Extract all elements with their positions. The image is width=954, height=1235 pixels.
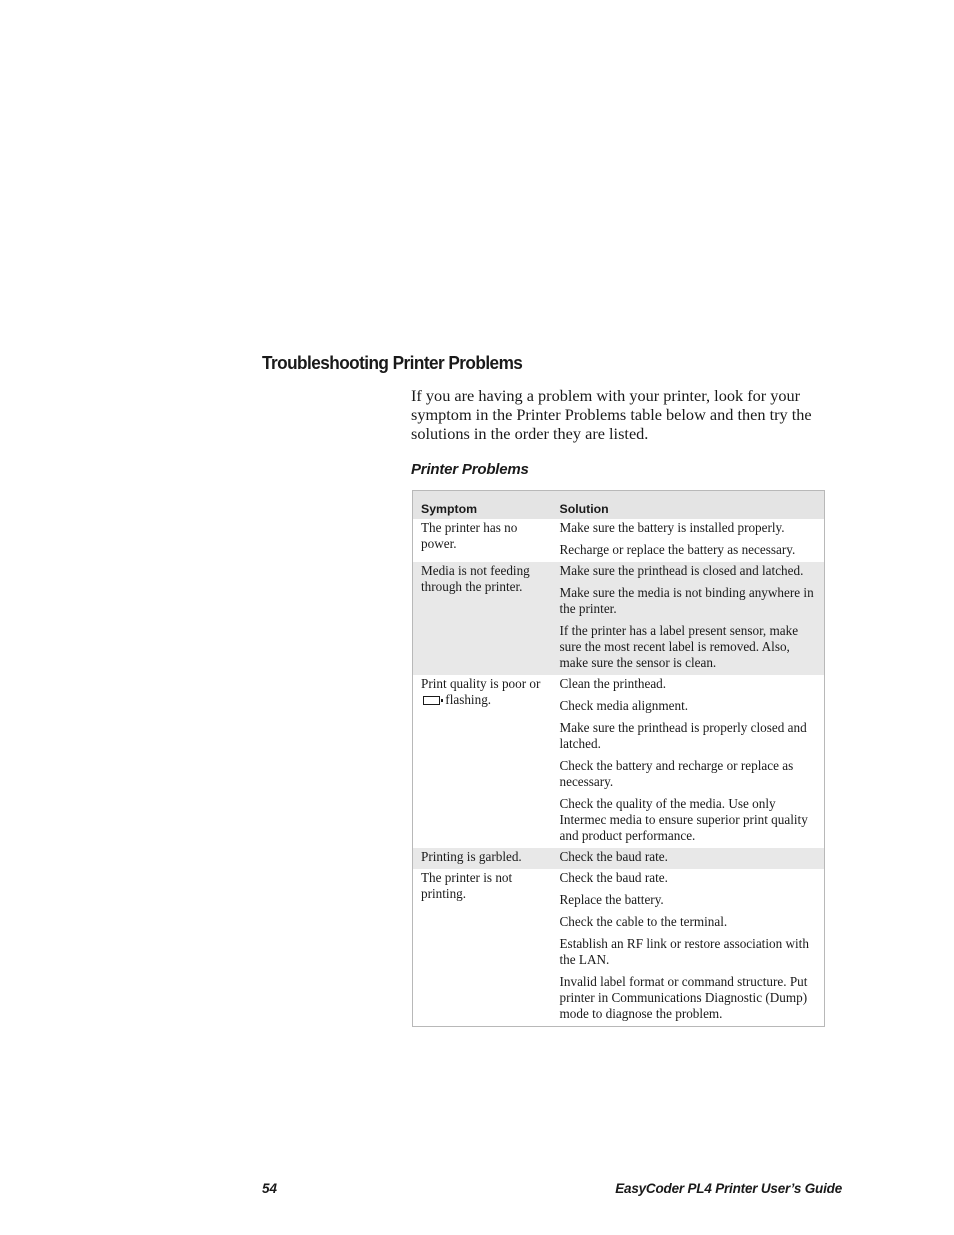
table-row — [413, 848, 825, 869]
table-row — [413, 519, 825, 562]
solution-cell — [552, 519, 825, 562]
solution-item: Make sure the battery is installed properly. — [559, 520, 785, 535]
symptom-header: Symptom — [413, 491, 552, 520]
guide-title: EasyCoder PL4 Printer User’s Guide — [615, 1181, 842, 1196]
symptom-cell — [413, 675, 552, 848]
table-row — [413, 675, 825, 848]
table-row — [413, 869, 825, 1027]
section-title: Troubleshooting Printer Problems — [262, 352, 523, 373]
solution-item: Recharge or replace the battery as necessary. — [559, 542, 796, 557]
solution-item: Make sure the printhead is closed and latched. — [559, 563, 804, 578]
solution-item: Check the quality of the media. Use only Intermec media to ensure superior print quality and product performance. — [559, 796, 808, 843]
solution-item: Check media alignment. — [559, 698, 689, 713]
intro-paragraph: If you are having a problem with your printer, look for your symptom in the Printer Problems table below and then try the solutions in the order they are listed. — [411, 386, 812, 443]
solution-item: Establish an RF link or restore association with the LAN. — [559, 936, 809, 967]
battery-icon — [423, 696, 440, 705]
solution-item: Check the baud rate. — [559, 870, 668, 885]
symptom-cell: The printer has no power. — [421, 520, 518, 551]
symptom-cell: Media is not feeding through the printer. — [413, 562, 552, 675]
solution-item: Check the baud rate. — [559, 849, 668, 864]
symptom-cell: Printing is garbled. — [413, 848, 552, 869]
table-row — [413, 562, 825, 675]
solution-cell — [552, 848, 825, 869]
solution-item: Invalid label format or command structure. Put printer in Communications Diagnostic (Dump) mode to diagnose the problem. — [559, 974, 808, 1021]
symptom-text: Print quality is poor or — [421, 676, 541, 691]
solution-item: If the printer has a label present sensor, make sure the most recent label is removed. Also, make sure the sensor is clean. — [559, 623, 799, 670]
page-number: 54 — [262, 1181, 278, 1196]
table-title: Printer Problems — [411, 461, 529, 478]
printer-problems-table — [412, 490, 825, 1027]
symptom-text: flashing. — [445, 692, 492, 707]
table-header-row — [413, 491, 825, 520]
solution-item: Check the cable to the terminal. — [559, 914, 728, 929]
solution-item: Make sure the media is not binding anywhere in the printer. — [559, 585, 814, 616]
solution-cell — [552, 562, 825, 675]
solution-cell — [552, 869, 825, 1027]
solution-header: Solution — [552, 491, 825, 520]
solution-cell — [552, 675, 825, 848]
solution-item: Check the battery and recharge or replace as necessary. — [559, 758, 794, 789]
solution-item: Make sure the printhead is properly closed and latched. — [559, 720, 807, 751]
solution-item: Replace the battery. — [559, 892, 664, 907]
solution-item: Clean the printhead. — [559, 676, 667, 691]
symptom-cell: The printer is not printing. — [421, 870, 513, 901]
